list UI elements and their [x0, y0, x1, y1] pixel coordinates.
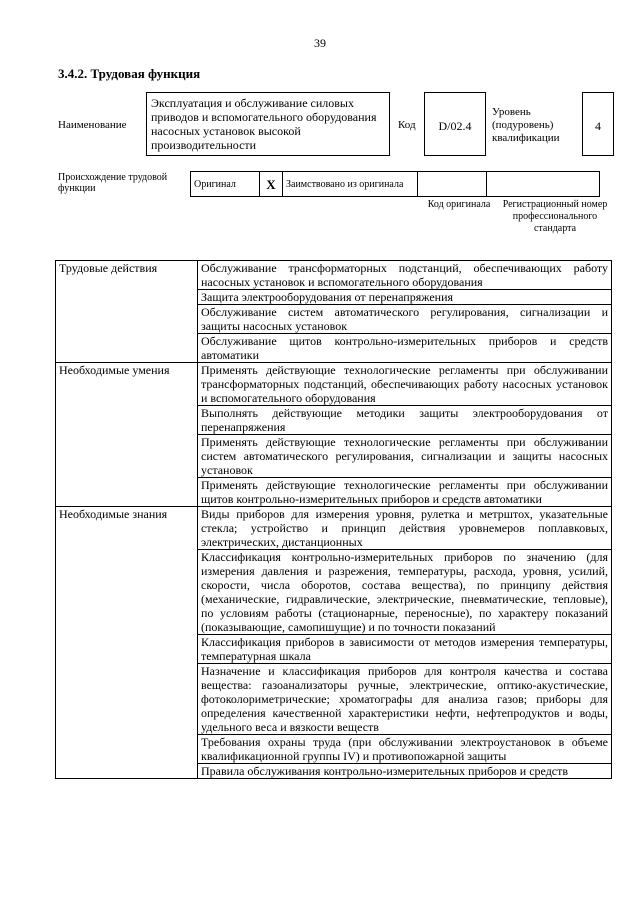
list-item: Виды приборов для измерения уровня, рулетка и метрштох, указательные стекла; устройство и принцип действия уровнемеров поплавковых, электрических, дистанционных — [198, 507, 612, 550]
code-label: Код — [398, 119, 416, 131]
list-item: Применять действующие технологические регламенты при обслуживании систем автоматического регулирования, сигнализации и защиты насосных установок — [198, 435, 612, 478]
original-label: Оригинал — [191, 172, 260, 197]
qualification-level-box: 4 — [582, 92, 614, 156]
borrowed-label: Заимствовано из оригинала — [283, 172, 418, 197]
list-item: Обслуживание щитов контрольно-измерительных приборов и средств автоматики — [198, 334, 612, 363]
list-item: Применять действующие технологические регламенты при обслуживании щитов контрольно-измерительных приборов и средств автоматики — [198, 478, 612, 507]
section-title: 3.4.2. Трудовая функция — [58, 66, 201, 81]
section-title-knowledge: Необходимые знания — [56, 507, 198, 779]
list-item: Классификация контрольно-измерительных приборов по значению (для измерения давления и разрежения, температуры, расхода, уровня, усилий, скорости, числа оборотов, состава вещества), по принципу действия (механические, гидравлические, электрические, пневматические, тепловые), по условиям работы (стационарные, переносные), по характеру показаний (показывающие, самопишущие) и по точности показаний — [198, 550, 612, 635]
list-item: Назначение и классификация приборов для контроля качества и состава вещества: газоанализаторы ручные, электрические, оптико-акустические, фотоколориметрические; хроматографы для анализа газов; приборы для определения качественной характеристики нефти, нефтепродуктов и воды, удельного веса и вязкости веществ — [198, 664, 612, 735]
function-code-box: D/02.4 — [424, 92, 486, 156]
list-item: Защита электрооборудования от перенапряжения — [198, 290, 612, 305]
table-row — [56, 363, 612, 406]
list-item: Выполнять действующие методики защиты электрооборудования от перенапряжения — [198, 406, 612, 435]
origin-label: Происхождение трудовой функции — [58, 172, 168, 194]
original-code-cell — [418, 172, 487, 197]
page-number: 39 — [314, 36, 326, 50]
list-item: Требования охраны труда (при обслуживании электроустановок в объеме квалификационной группы IV) и противопожарной защиты — [198, 735, 612, 764]
registration-number-cell — [487, 172, 600, 197]
table-row — [56, 507, 612, 550]
name-label: Наименование — [58, 119, 127, 131]
original-mark: X — [260, 172, 283, 197]
section-title-skills: Необходимые умения — [56, 363, 198, 507]
code-caption: Код оригинала — [427, 199, 491, 210]
list-item: Правила обслуживания контрольно-измерительных приборов и средств — [198, 764, 612, 779]
list-item: Обслуживание систем автоматического регулирования, сигнализации и защиты насосных установок — [198, 305, 612, 334]
function-name-box: Эксплуатация и обслуживание силовых приводов и вспомогательного оборудования насосных установок высокой производительности — [146, 92, 390, 156]
competency-table — [55, 260, 612, 779]
table-row — [56, 261, 612, 290]
section-title-actions: Трудовые действия — [56, 261, 198, 363]
list-item: Применять действующие технологические регламенты при обслуживании трансформаторных подстанций, обеспечивающих работу насосных установок и вспомогательного оборудования — [198, 363, 612, 406]
list-item: Классификация приборов в зависимости от методов измерения температуры, температурная шкала — [198, 635, 612, 664]
list-item: Обслуживание трансформаторных подстанций, обеспечивающих работу насосных установок и вспомогательного оборудования — [198, 261, 612, 290]
registration-caption: Регистрационный номер профессионального стандарта — [502, 199, 608, 234]
level-label: Уровень (подуровень) квалификации — [492, 106, 560, 144]
origin-table — [190, 171, 600, 197]
